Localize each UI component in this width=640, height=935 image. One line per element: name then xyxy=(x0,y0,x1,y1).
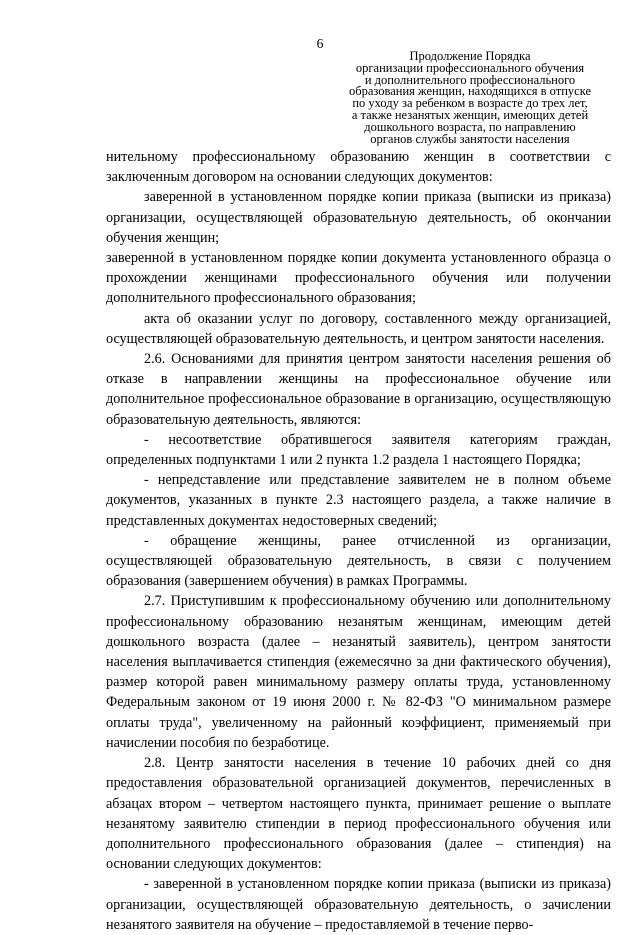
paragraph: 2.6. Основаниями для принятия центром занятости населения решения об отказе в направлении женщины на профессиональное обучение или дополнительное профессиональное образование в организацию, осуществляющую образовательную деятельность, являются: xyxy=(106,351,611,428)
paragraph: - заверенной в установленном порядке копии приказа (выписки из приказа) организации, осуществляющей образовательную деятельность, о зачислении незанятого заявителя на обучение – предоставляемой в течение перво- xyxy=(106,876,611,933)
heading-line: Продолжение Порядка xyxy=(409,49,531,63)
paragraph: - обращение женщины, ранее отчисленной из организации, осуществляющей образовательную деятельность, в связи с получением образования (завершением обучения) в рамках Программы. xyxy=(106,532,611,590)
paragraph: заверенной в установленном порядке копии приказа (выписки из приказа) организации, осуществляющей образовательную деятельность, об окончании обучения женщин; xyxy=(106,189,611,246)
heading-line: организации профессионального обучения xyxy=(355,60,585,75)
paragraph: 2.7. Приступившим к профессиональному обучению или дополнительному профессиональному образованию незанятым женщинам, имеющим детей дошкольного возраста (далее – незанятый заявитель), центром занятости населения выплачивается стипендия (ежемесячно за дни фактического обучения), размер которой равен минимальному размеру оплаты труда, установленному Федеральным законом от 19 июня 2000 г. № 82-ФЗ "О минимальном размере оплаты труда", увеличенному на районный коэффициент, применяемый при начислении пособия по безработице. xyxy=(106,593,611,751)
paragraph: акта об оказании услуг по договору, составленного между организацией, осуществляющей образовательную деятельность, и центром занятости населения. xyxy=(106,310,611,347)
paragraph: нительному профессиональному образованию женщин в соответствии с заключенным договором на основании следующих документов: xyxy=(106,149,611,186)
heading-line: органов службы занятости населения xyxy=(370,131,570,146)
heading-line: а также незанятых женщин, имеющих детей xyxy=(351,107,589,122)
heading-line: образования женщин, находящихся в отпуске xyxy=(348,84,592,99)
paragraph: - непредставление или представление заявителем не в полном объеме документов, указанных в пункте 2.3 настоящего раздела, а также наличие в представленных документах недостоверных сведений; xyxy=(106,472,611,529)
page-number: 6 xyxy=(316,36,324,51)
paragraph: - несоответствие обратившегося заявителя категориям граждан, определенных подпунктами 1 или 2 пункта 1.2 раздела 1 настоящего Порядка; xyxy=(106,431,611,469)
heading-line: дошкольного возраста, по направлению xyxy=(364,119,576,134)
heading-line: по уходу за ребенком в возрасте до трех лет, xyxy=(352,96,588,111)
paragraph: заверенной в установленном порядке копии документа установленного образца о прохождении женщинами профессионального обучения или получении дополнительного профессионального образования; xyxy=(106,250,611,307)
document-heading xyxy=(340,51,600,145)
document-body xyxy=(106,147,611,935)
heading-line: и дополнительного профессионального xyxy=(364,72,576,87)
paragraph: 2.8. Центр занятости населения в течение 10 рабочих дней со дня предоставления образовательной организацией документов, перечисленных в абзацах втором – четвертом настоящего пункта, принимает решение о выплате незанятому заявителю стипендии в период профессионального обучения или дополнительного профессионального образования (далее – стипендия) на основании следующих документов: xyxy=(106,755,611,873)
